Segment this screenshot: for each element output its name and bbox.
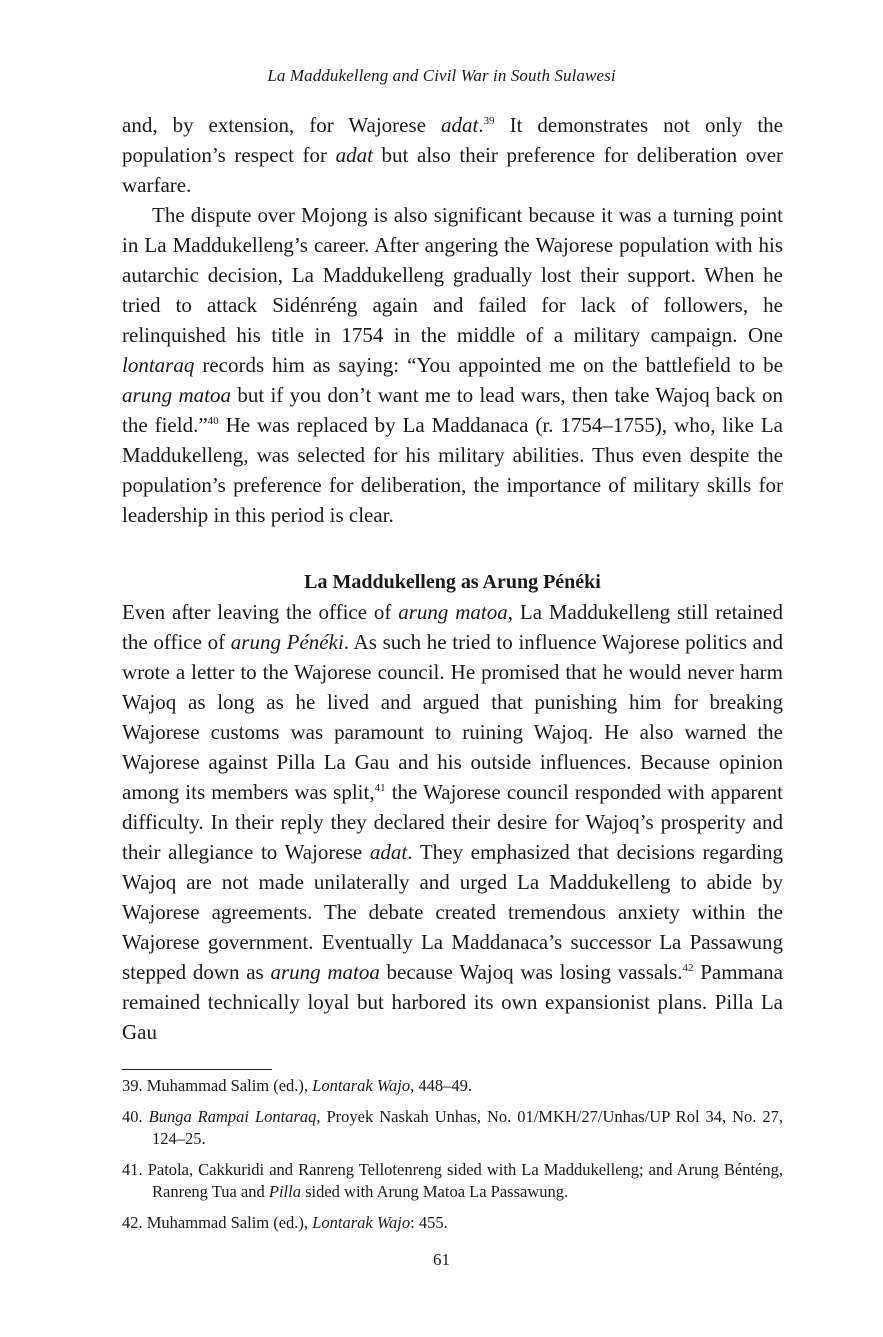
paragraph-1: and, by extension, for Wajorese adat.$^{39}$ It demonstrates not only the population’s respect for adat but also their preference for deliberation over warfare.: [122, 113, 784, 197]
footnote-ref-41: 41: [374, 782, 386, 794]
body-text: [122, 110, 783, 1047]
paragraph-3: Even after leaving the office of arung matoa, La Maddukelleng still retained the office of arung Pénéki. As such he tried to influence Wajorese politics and wrote a letter to the Wajorese council. He promised that he would never harm Wajoq as long as he lived and argued that punishing him for breaking Wajorese customs was paramount to ruining Wajoq. He also warned the Wajorese against Pilla La Gau and his outside influences. Because opinion among its members was split,$^{41}$ the Wajorese council responded with apparent difficulty. In their reply they declared their desire for Wajoq’s prosperity and their allegiance to Wajorese adat. They emphasized that decisions regarding Wajoq are not made unilaterally and urged La Maddukelleng to abide by Wajorese agreements. The debate created tremendous anxiety within the Wajorese government. Eventually La Maddanaca’s successor La Passawung stepped down as arung matoa because Wajoq was losing vassals.$^{42}$ Pammana remained technically loyal but harbored its own expansionist plans. Pilla La Gau: [122, 600, 784, 1044]
footnotes: [122, 1075, 783, 1243]
footnote-ref-42: 42: [682, 962, 694, 974]
paragraph-2: The dispute over Mojong is also significant because it was a turning point in La Maddukelleng’s career. After angering the Wajorese population with his autarchic decision, La Maddukelleng gradually lost their support. When he tried to attack Sidénréng again and failed for lack of followers, he relinquished his title in 1754 in the middle of a military campaign. One lontaraq records him as saying: “You appointed me on the battlefield to be arung matoa but if you don’t want me to lead wars, then take Wajoq back on the field.”$^{40}$ He was replaced by La Maddanaca (r. 1754–1755), who, like La Maddukelleng, was selected for his military abilities. Thus even despite the population’s preference for deliberation, the importance of military skills for leadership in this period is clear.: [122, 203, 783, 527]
section-heading: La Maddukelleng as Arung Pénéki: [304, 571, 601, 593]
footnote-40: 40. Bunga Rampai Lontaraq, Proyek Naskah Unhas, No. 01/MKH/27/Unhas/UP Rol 34, No. 27, 124–25.: [122, 1107, 783, 1148]
footnote-41: 41. Patola, Cakkuridi and Ranreng Tellotenreng sided with La Maddukelleng; and Arung Bénténg, Ranreng Tua and Pilla sided with Arung Matoa La Passawung.: [122, 1160, 784, 1201]
running-head: La Maddukelleng and Civil War in South Sulawesi: [267, 66, 616, 85]
footnote-42: 42. Muhammad Salim (ed.), Lontarak Wajo: 455.: [122, 1213, 448, 1232]
footnote-39: 39. Muhammad Salim (ed.), Lontarak Wajo, 448–49.: [122, 1076, 473, 1095]
footnote-ref-39: 39: [483, 115, 495, 127]
page-number: 61: [433, 1250, 450, 1269]
footnote-ref-40: 40: [207, 415, 219, 427]
footnote-rule: [122, 1069, 272, 1070]
